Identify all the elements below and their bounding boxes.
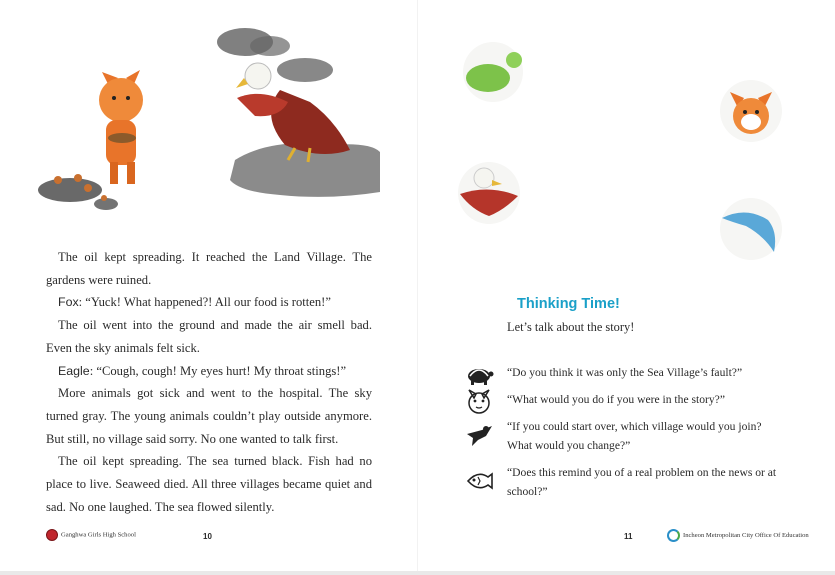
paragraph-text: : “Yuck! What happened?! All our food is rotten!” [78,295,331,310]
right-page [418,0,835,575]
story-paragraph [46,314,372,359]
school-logo-icon [46,529,58,541]
school-footer [46,529,136,541]
speaker-eagle: Eagle [58,363,90,378]
dolphin-illustration [716,196,786,262]
fox-icon [464,386,494,416]
eagle-illustration [454,160,524,226]
office-logo-icon [667,529,680,542]
story-text [46,246,372,518]
paragraph-text: The oil went into the ground and made the air smell bad. Even the sky animals felt sick. [46,318,372,355]
question-4: “Does this remind you of a real problem on the news or at school?” [507,466,777,498]
eagle-dialogue [46,360,372,383]
office-name: Incheon Metropolitan City Office Of Education [683,532,809,540]
speaker-fox: Fox [58,295,79,310]
story-paragraph [46,382,372,450]
left-page [0,0,417,575]
paragraph-text: The oil kept spreading. The sea turned black. Fish had no place to live. Seaweed died. All three villages became quiet and sad. No one laughed. The sea flowed silently. [46,454,372,514]
paragraph-text: More animals got sick and went to the hospital. The sky turned gray. The young animals couldn’t play outside anymore. But still, no village said sorry. No one wanted to talk first. [46,386,372,446]
story-paragraph [46,246,372,291]
paragraph-text: : “Cough, cough! My eyes hurt! My throat stings!” [89,363,347,378]
story-illustration [30,20,382,220]
thinking-time-subtitle: Let’s talk about the story! [507,320,635,334]
question-3: “If you could start over, which village would you join? What would you change?” [507,420,762,452]
eagle-icon [464,420,494,450]
paragraph-text: The oil kept spreading. It reached the Land Village. The gardens were ruined. [46,250,372,287]
turtle-illustration [458,40,528,104]
question-1: “Do you think it was only the Sea Village’s fault?” [507,366,743,379]
fish-icon [464,466,494,496]
story-paragraph [46,450,372,518]
page-number: 11 [624,532,633,541]
thinking-time-title: Thinking Time! [517,296,620,312]
office-footer [667,529,809,542]
fox-illustration [716,78,786,144]
page-number: 10 [203,532,212,541]
fox-dialogue [46,291,372,314]
school-name: Ganghwa Girls High School [61,531,136,539]
question-2: “What would you do if you were in the story?” [507,393,725,406]
